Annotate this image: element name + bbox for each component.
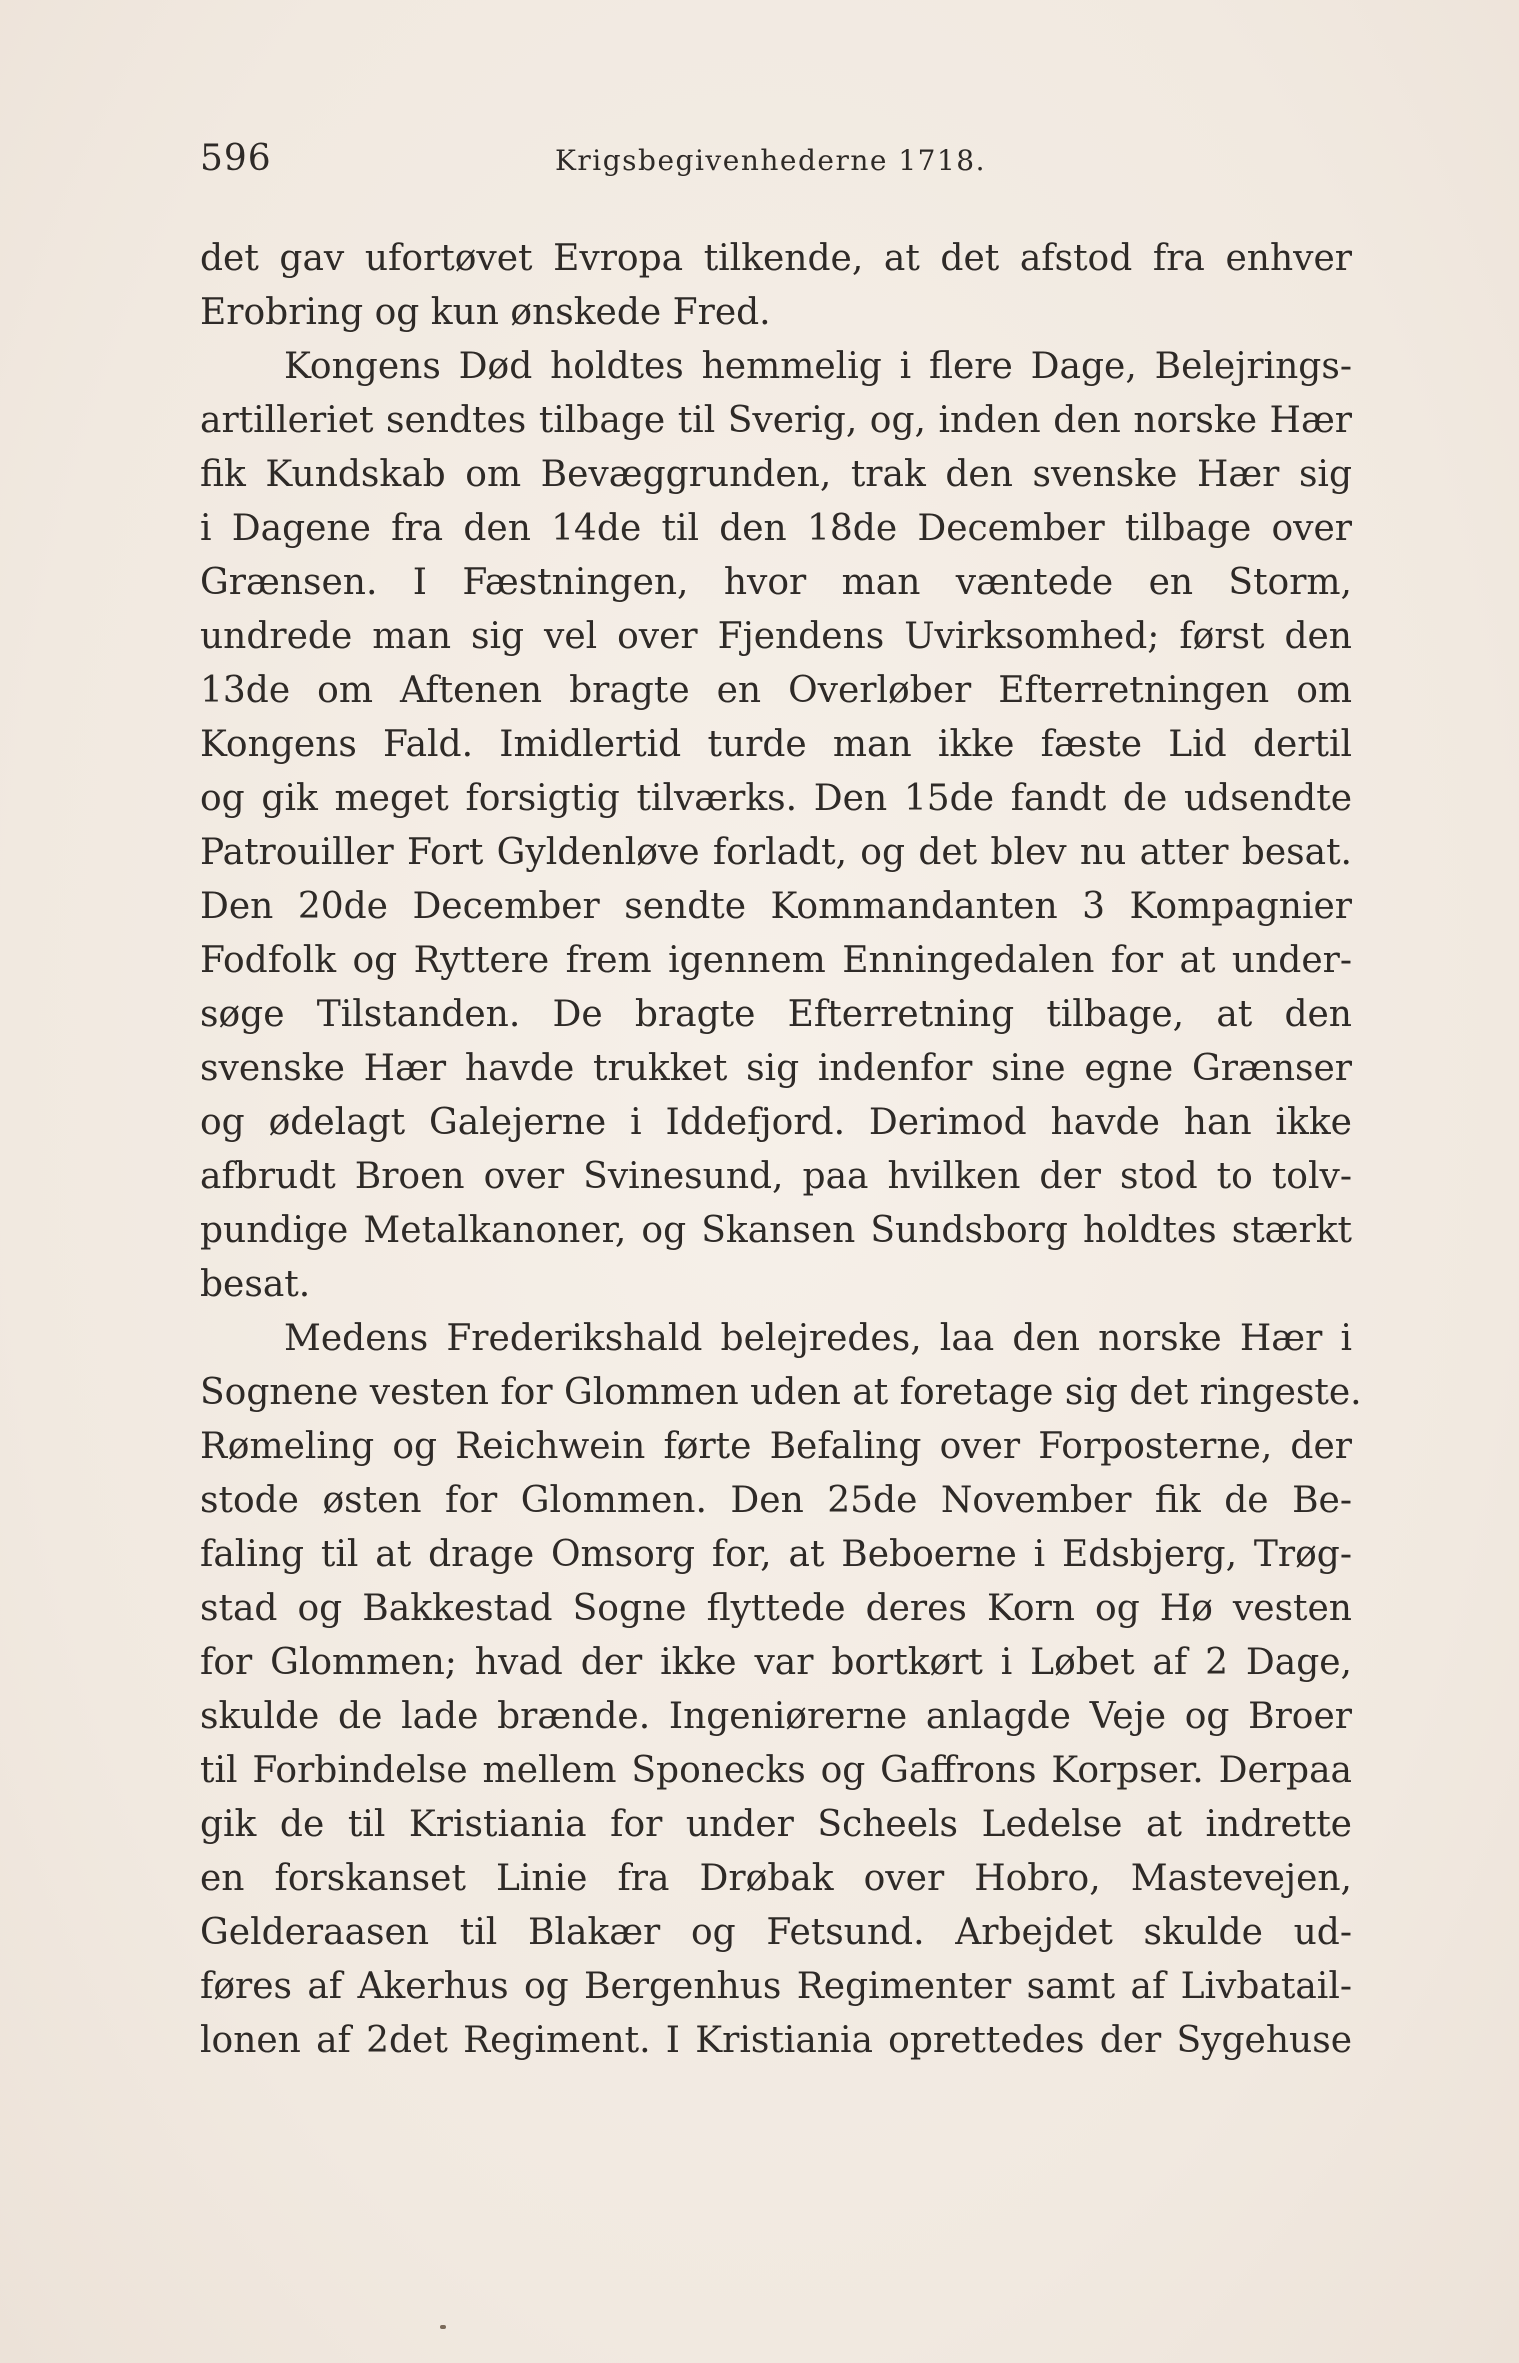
text-line: Fodfolk og Ryttere frem igennem Enningedalen for at under- (200, 940, 1352, 981)
text-line: faling til at drage Omsorg for, at Beboerne i Edsbjerg, Trøg- (200, 1534, 1352, 1575)
text-line: Gelderaasen til Blakær og Fetsund. Arbejdet skulde ud- (200, 1912, 1352, 1953)
text-line: Sognene vesten for Glommen uden at foretage sig det ringeste. (200, 1372, 1362, 1413)
text-line: Kongens Fald. Imidlertid turde man ikke fæste Lid dertil (200, 724, 1352, 765)
text-line: afbrudt Broen over Svinesund, paa hvilken der stod to tolv- (200, 1156, 1352, 1197)
text-line: stode østen for Glommen. Den 25de November fik de Be- (200, 1480, 1352, 1521)
text-line: skulde de lade brænde. Ingeniørerne anlagde Veje og Broer (200, 1696, 1352, 1737)
text-line: Rømeling og Reichwein førte Befaling over Forposterne, der (200, 1426, 1352, 1467)
text-line: en forskanset Linie fra Drøbak over Hobro, Mastevejen, (200, 1858, 1352, 1899)
text-line: det gav ufortøvet Evropa tilkende, at det afstod fra enhver (200, 238, 1352, 279)
text-line: Patrouiller Fort Gyldenløve forladt, og det blev nu atter besat. (200, 832, 1352, 873)
body-text (200, 232, 1362, 2068)
text-line: undrede man sig vel over Fjendens Uvirksomhed; først den (200, 616, 1352, 657)
ink-speck (440, 2325, 446, 2329)
page-header (200, 138, 1360, 186)
text-line: søge Tilstanden. De bragte Efterretning tilbage, at den (200, 994, 1352, 1035)
text-line: stad og Bakkestad Sogne flyttede deres Korn og Hø vesten (200, 1588, 1352, 1629)
text-line: og ødelagt Galejerne i Iddefjord. Derimod havde han ikke (200, 1102, 1352, 1143)
text-line: Kongens Død holdtes hemmelig i flere Dage, Belejrings- (284, 346, 1352, 387)
text-line: Grænsen. I Fæstningen, hvor man væntede en Storm, (200, 562, 1352, 603)
text-line: føres af Akerhus og Bergenhus Regimenter samt af Livbatail- (200, 1966, 1352, 2007)
text-line: pundige Metalkanoner, og Skansen Sundsborg holdtes stærkt (200, 1210, 1352, 1251)
text-line: og gik meget forsigtig tilværks. Den 15de fandt de udsendte (200, 778, 1352, 819)
text-line: gik de til Kristiania for under Scheels Ledelse at indrette (200, 1804, 1352, 1845)
text-line: fik Kundskab om Bevæggrunden, trak den svenske Hær sig (200, 454, 1352, 495)
page-number: 596 (200, 138, 272, 179)
text-line: 13de om Aftenen bragte en Overløber Efterretningen om (200, 670, 1352, 711)
running-head: Krigsbegivenhederne 1718. (555, 144, 986, 177)
text-line: svenske Hær havde trukket sig indenfor sine egne Grænser (200, 1048, 1352, 1089)
text-line: lonen af 2det Regiment. I Kristiania oprettedes der Sygehuse (200, 2020, 1352, 2061)
text-line: Medens Frederikshald belejredes, laa den norske Hær i (284, 1318, 1352, 1359)
text-line: artilleriet sendtes tilbage til Sverig, og, inden den norske Hær (200, 400, 1352, 441)
text-line: for Glommen; hvad der ikke var bortkørt i Løbet af 2 Dage, (200, 1642, 1352, 1683)
text-line: til Forbindelse mellem Sponecks og Gaffrons Korpser. Derpaa (200, 1750, 1352, 1791)
text-line: i Dagene fra den 14de til den 18de December tilbage over (200, 508, 1352, 549)
text-line: besat. (200, 1264, 311, 1305)
text-line: Erobring og kun ønskede Fred. (200, 292, 771, 333)
text-line: Den 20de December sendte Kommandanten 3 Kompagnier (200, 886, 1352, 927)
